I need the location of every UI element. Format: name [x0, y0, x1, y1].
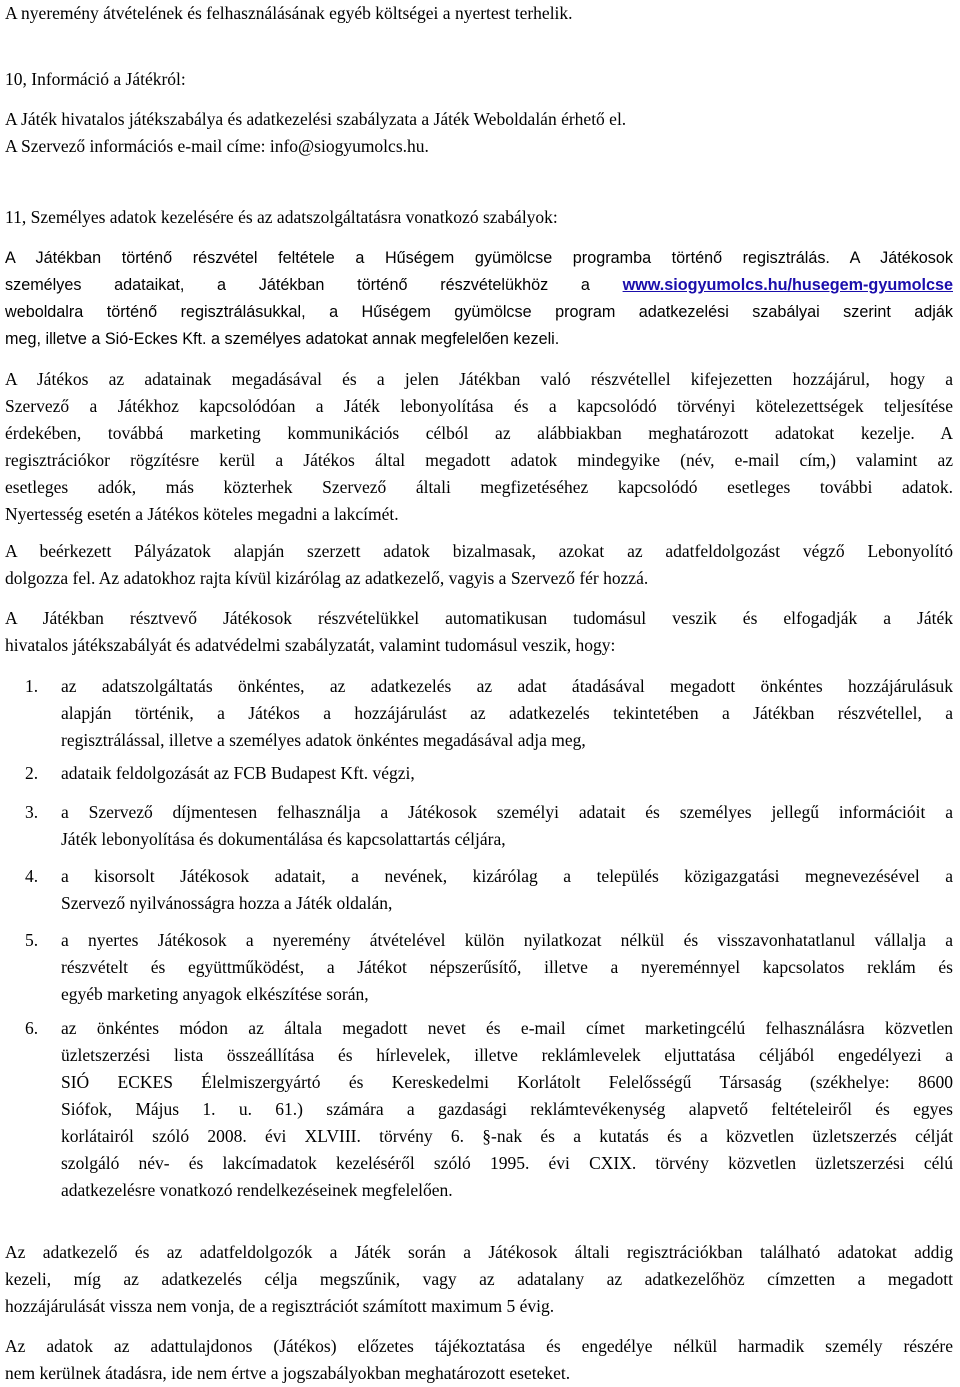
para-line: regisztrációkor rögzítésre kerül a Játékos által megadott adatok mindegyike (név, e-mail cím,) valamint az: [5, 450, 953, 470]
para-line: Az adatok az adattulajdonos (Játékos) előzetes tájékoztatása és engedélye nélkül harmadik személy részére: [5, 1336, 953, 1356]
para-line: kezeli, míg az adatkezelés célja megszűnik, vagy az adatalany az adatkezelőhöz címzetten a megadott: [5, 1269, 953, 1289]
list-item: 2. adataik feldolgozását az FCB Budapest Kft. végzi,: [5, 760, 953, 787]
section-11-p1-line-4: meg, illetve a Sió-Eckes Kft. a személyes adatokat annak megfelelően kezeli.: [5, 330, 560, 348]
list-number: 6.: [25, 1018, 39, 1038]
para-line: esetleges adók, más közterhek Szervező általi megfizetéséhez kapcsolódó esetleges további adatok.: [5, 477, 953, 497]
para-line: Szervező a Játékhoz kapcsolódóan a Játék lebonyolítása és a kapcsolódó törvényi kötelezettségek teljesítése: [5, 396, 953, 416]
list-number: 2.: [25, 763, 39, 783]
para-line: Az adatkezelő és az adatfeldolgozók a Játék során a Játékosok általi regisztrációkban található adatokat addig: [5, 1242, 953, 1262]
list-item: 1. az adatszolgáltatás önkéntes, az adatkezelés az adat átadásával megadott önkéntes hozzájárulásuk alapján történik, a Játékos a hozzájárulást az adatkezelés tekintetében a Játékban részvétellel, a regisztrálással, illetve a személyes adatok önkéntes megadásával adja meg,: [5, 673, 953, 754]
list-item: 4. a kisorsolt Játékosok adatait, a nevének, kizárólag a település közigazgatási megnevezésével a Szervező nyilvánosságra hozza a Játék oldalán,: [5, 863, 953, 917]
paragraph-retention: [5, 1239, 953, 1320]
website-link[interactable]: www.siogyumolcs.hu/husegem-gyumolcse: [622, 276, 953, 294]
list-item: 6. az önkéntes módon az általa megadott nevet és e-mail címet marketingcélú felhasználásra közvetlen üzletszerzési lista összeállítása és hírlevelek, illetve reklámlevelek eljuttatása céljából engedélyezi a SIÓ ECKES Élelmiszergyártó és Kereskedelmi Korlátolt Felelősségű Társaság (székhelye: 8600 Siófok, Május 1. u. 61.) számára a gazdasági reklámtevékenység alapvető feltételeiről és egyes korlátairól szóló 2008. évi XLVIII. törvény 6. §-nak és a kutatás és a közvetlen üzletszerzés célját szolgáló név- és lakcímadatok kezeléséről szóló 1995. évi CXIX. törvény közvetlen üzletszerzési célú adatkezelésre vonatkozó rendelkezéseinek megfelelően.: [5, 1015, 953, 1204]
section-11-heading: 11, Személyes adatok kezelésére és az adatszolgáltatásra vonatkozó szabályok:: [5, 207, 558, 227]
paragraph-confidential: [5, 538, 953, 592]
section-10-heading: 10, Információ a Játékról:: [5, 69, 186, 89]
list-number: 5.: [25, 930, 39, 950]
list-item: 5. a nyertes Játékosok a nyeremény átvételével külön nyilatkozat nélkül és visszavonhatatlanul vállalja a részvételt és együttműködést, a Játékot népszerűsítő, illetve a nyereménnyel kapcsolatos reklám és egyéb marketing anyagok elkészítése során,: [5, 927, 953, 1008]
para-line: Nyertesség esetén a Játékos köteles megadni a lakcímét.: [5, 504, 399, 524]
section-10-line-2: A Szervező információs e-mail címe: info@siogyumolcs.hu.: [5, 136, 429, 156]
para-line: dolgozza fel. Az adatokhoz rajta kívül kizárólag az adatkezelő, vagyis a Szervező fér hozzá.: [5, 568, 649, 588]
list-number: 4.: [25, 866, 39, 886]
section-10-line-1: A Játék hivatalos játékszabálya és adatkezelési szabályzata a Játék Weboldalán érhető el.: [5, 109, 627, 129]
para-line: érdekében, továbbá marketing kommunikációs célból az alábbiakban meghatározott adatokat kezelje. A: [5, 423, 953, 443]
para-line: A beérkezett Pályázatok alapján szerzett adatok bizalmasak, azokat az adatfeldolgozást végző Lebonyolító: [5, 541, 953, 561]
para-line: hozzájárulását vissza nem vonja, de a regisztrációt számított maximum 5 évig.: [5, 1296, 555, 1316]
paragraph-third-party: [5, 1333, 953, 1387]
section-11-p1-line-2: személyes adataikat, a Játékban történő részvételükhöz a www.siogyumolcs.hu/husegem-gyumolcse: [5, 276, 953, 294]
list-number: 1.: [25, 676, 39, 696]
paragraph-acknowledge: [5, 605, 953, 659]
section-11-p1-line-1: A Játékban történő részvétel feltétele a Hűségem gyümölcse programba történő regisztrálás. A Játékosok: [5, 249, 953, 267]
email-link[interactable]: info@siogyumolcs.hu: [269, 136, 425, 156]
list-item: 3. a Szervező díjmentesen felhasználja a Játékosok személyi adatait és személyes jellegű információit a Játék lebonyolítása és dokumentálása és kapcsolattartás céljára,: [5, 799, 953, 853]
list-number: 3.: [25, 802, 39, 822]
para-line: A Játékos az adatainak megadásával és a jelen Játékban való részvétellel kifejezetten hozzájárul, hogy a: [5, 369, 953, 389]
para-line: hivatalos játékszabályát és adatvédelmi szabályzatát, valamint tudomásul veszik, hogy:: [5, 635, 616, 655]
top-line: A nyeremény átvételének és felhasználásának egyéb költségei a nyertest terhelik.: [5, 3, 573, 23]
para-line: A Játékban résztvevő Játékosok részvételükkel automatikusan tudomásul veszik és elfogadják a Játék: [5, 608, 953, 628]
para-line: nem kerülnek átadásra, ide nem értve a jogszabályokban meghatározott eseteket.: [5, 1363, 571, 1383]
paragraph-consent: [5, 366, 953, 528]
section-11-p1-line-3: weboldalra történő regisztrálásukkal, a Hűségem gyümölcse program adatkezelési szabályai szerint adják: [5, 303, 953, 321]
